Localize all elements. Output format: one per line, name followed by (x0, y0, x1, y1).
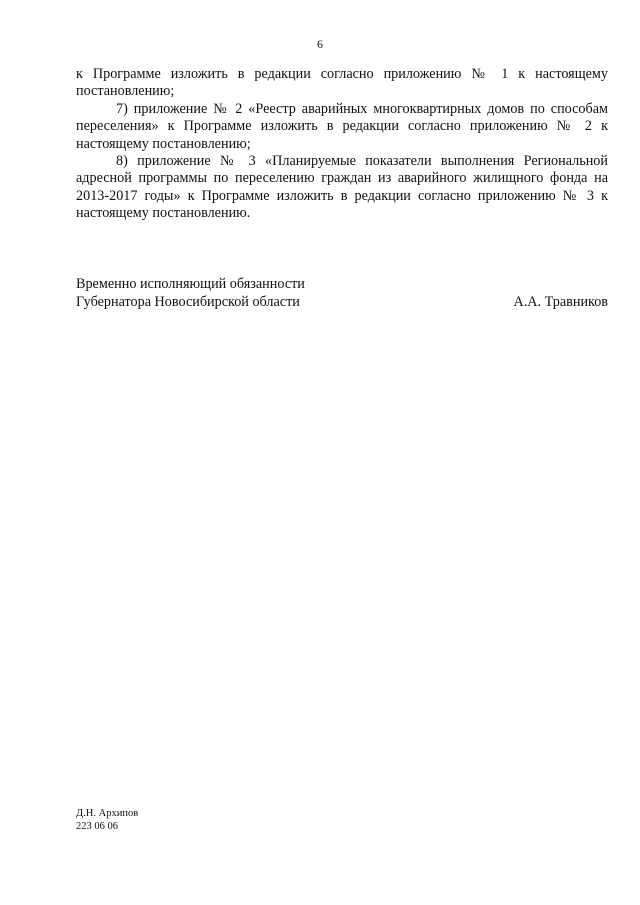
paragraph-continuation: к Программе изложить в редакции согласно приложению № 1 к настоящему постановлению; (76, 66, 608, 100)
signatory-title-line1: Временно исполняющий обязанности (76, 276, 305, 292)
signatory-name: А.А. Травников (513, 294, 608, 310)
paragraph-item-7: 7) приложение № 2 «Реестр аварийных многоквартирных домов по способам переселения» к Программе изложить в редакции согласно приложению № 2 к настоящему постановлению; (76, 100, 608, 152)
signature-row (76, 293, 608, 311)
executor-phone: 223 06 06 (76, 820, 118, 832)
executor-name: Д.Н. Архипов (76, 808, 139, 819)
paragraph-item-8: 8) приложение № 3 «Планируемые показатели выполнения Региональной адресной программы по переселению граждан из аварийного жилищного фонда на 2013-2017 годы» к Программе изложить в редакции согласно приложению № 3 к настоящему постановлению. (76, 153, 608, 222)
signatory-title-line2: Губернатора Новосибирской области (76, 294, 300, 310)
signature-block (76, 275, 608, 311)
document-body (76, 66, 608, 223)
executor-footer (76, 808, 138, 833)
page-number: 6 (317, 37, 323, 51)
